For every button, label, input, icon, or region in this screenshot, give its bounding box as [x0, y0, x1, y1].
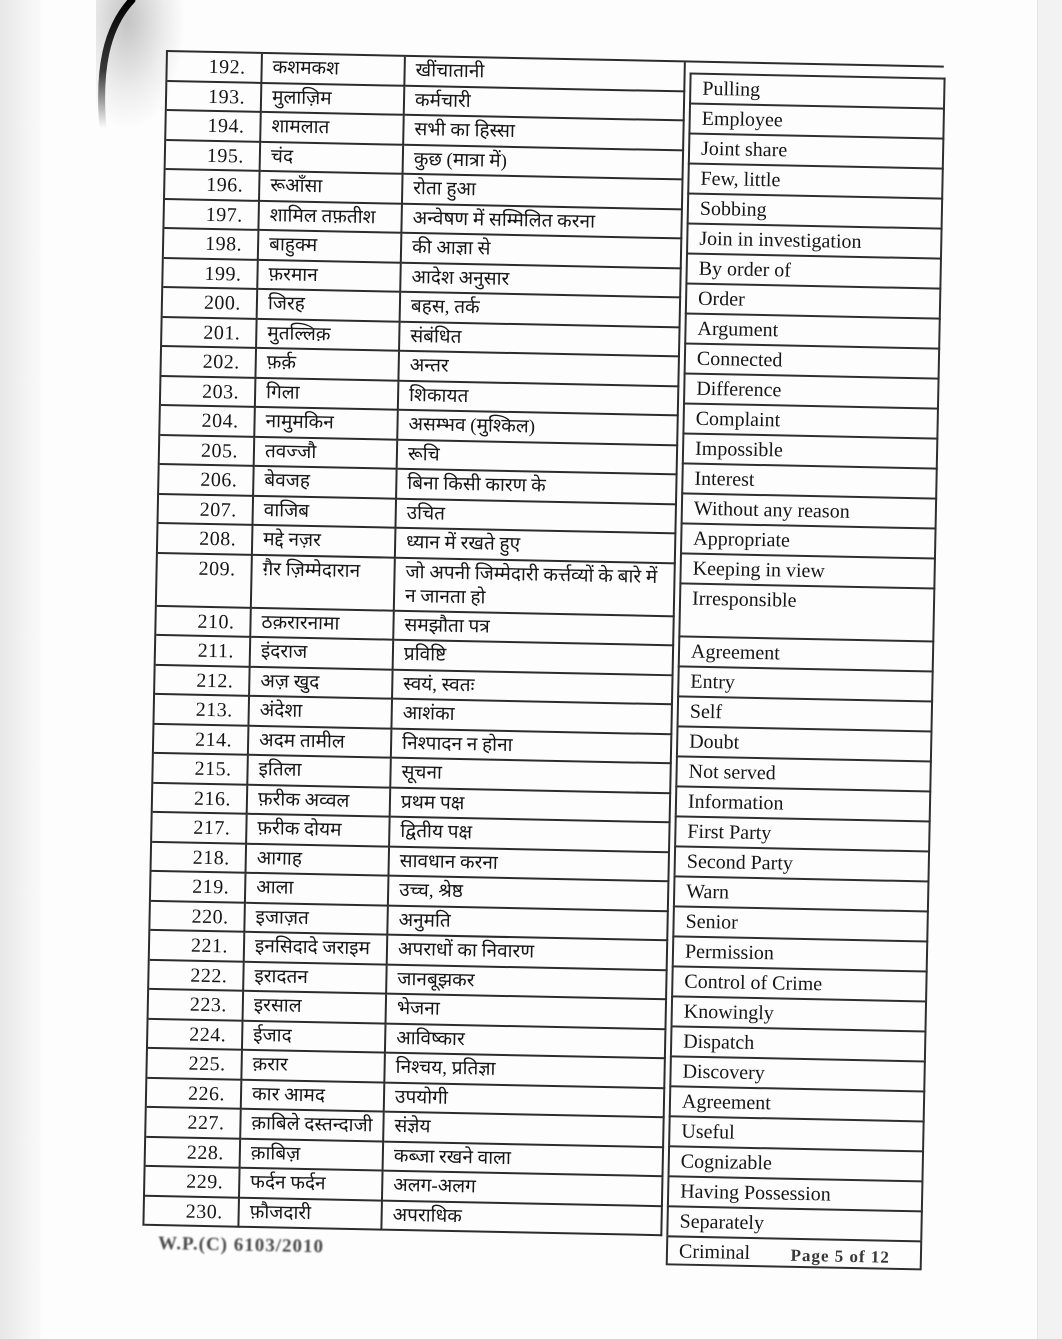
hindi-meaning-cell: खींचातानी — [405, 57, 686, 92]
urdu-word-cell: इजाज़त — [245, 903, 389, 935]
english-cell: Without any reason — [681, 492, 938, 527]
hindi-meaning-cell: द्वितीय पक्ष — [390, 818, 671, 853]
hindi-meaning-cell: संबंधित — [400, 322, 681, 357]
serial-cell: 224. — [148, 1019, 244, 1050]
serial-cell: 193. — [167, 82, 263, 113]
urdu-word-cell: शामिल तफ़तीश — [259, 201, 403, 233]
urdu-word-cell: शामलात — [261, 113, 405, 145]
english-cell: Interest — [681, 462, 938, 497]
hindi-meaning-cell: संज्ञेय — [384, 1113, 665, 1148]
serial-cell: 198. — [164, 229, 260, 260]
urdu-word-cell: अज़ खुद — [250, 667, 394, 699]
english-cell: Dispatch — [670, 1025, 927, 1060]
hindi-meaning-cell: समझौता पत्र — [394, 611, 675, 646]
serial-cell: 223. — [149, 990, 245, 1021]
english-cell: Appropriate — [680, 522, 937, 557]
serial-cell: 213. — [154, 695, 250, 726]
urdu-word-cell: ईजाद — [243, 1021, 387, 1053]
serial-cell: 211. — [156, 636, 252, 667]
urdu-word-cell: इंदराज — [251, 638, 395, 670]
english-cell: Connected — [684, 342, 941, 377]
scan-edge-left — [0, 0, 44, 1339]
footer-case-number: W.P.(C) 6103/2010 — [157, 1233, 325, 1258]
urdu-word-cell: बेवजह — [254, 467, 398, 499]
english-cell: Warn — [673, 875, 930, 910]
urdu-word-cell: गिला — [256, 378, 400, 410]
english-cell: Information — [675, 785, 932, 820]
urdu-word-cell: कशमकश — [262, 54, 406, 86]
urdu-word-cell: क़रार — [242, 1051, 386, 1083]
english-cell: Complaint — [682, 402, 939, 437]
english-cell: Knowingly — [671, 995, 928, 1030]
urdu-word-cell: ठक़रारनामा — [251, 608, 395, 640]
serial-cell: 200. — [163, 288, 259, 319]
urdu-word-cell: फ़ौजदारी — [239, 1198, 383, 1230]
english-cell: By order of — [685, 252, 942, 287]
urdu-word-cell: कार आमद — [242, 1080, 386, 1112]
serial-cell: 214. — [154, 724, 250, 755]
hindi-meaning-cell: निश्चय, प्रतिज्ञा — [385, 1054, 666, 1089]
serial-cell: 203. — [161, 376, 257, 407]
urdu-word-cell: इरसाल — [244, 992, 388, 1024]
urdu-word-cell: आला — [246, 874, 390, 906]
serial-cell: 217. — [152, 813, 248, 844]
serial-cell: 210. — [156, 606, 252, 637]
hindi-meaning-cell: रोता हुआ — [403, 175, 684, 210]
serial-cell: 208. — [158, 524, 254, 555]
english-cell: Argument — [684, 312, 941, 347]
urdu-word-cell: वाजिब — [253, 496, 397, 528]
english-cell: Order — [685, 282, 942, 317]
hindi-meaning-cell: कब्जा रखने वाला — [384, 1142, 665, 1177]
hindi-meaning-cell: अपराधों का निवारण — [388, 936, 669, 971]
serial-cell: 222. — [149, 960, 245, 991]
serial-cell: 195. — [166, 141, 262, 172]
hindi-meaning-cell: बिना किसी कारण के — [397, 470, 678, 505]
urdu-word-cell: आगाह — [246, 844, 390, 876]
hindi-meaning-cell: बहस, तर्क — [401, 293, 682, 328]
urdu-word-cell: इतिला — [248, 756, 392, 788]
english-cell: Difference — [683, 372, 940, 407]
english-cell: Having Possession — [667, 1175, 924, 1210]
hindi-meaning-cell: असम्भव (मुश्किल) — [398, 411, 679, 446]
hindi-meaning-cell: अन्तर — [399, 352, 680, 387]
serial-cell: 197. — [164, 200, 260, 231]
urdu-word-cell: अंदेशा — [249, 697, 393, 729]
urdu-word-cell: इरादतन — [244, 962, 388, 994]
hindi-meaning-cell: जानबूझकर — [387, 965, 668, 1000]
serial-cell: 230. — [144, 1196, 240, 1227]
hindi-meaning-cell: अनुमति — [388, 906, 669, 941]
urdu-word-cell: क़ाबिज़ — [241, 1139, 385, 1171]
english-cell: Few, little — [687, 162, 944, 197]
urdu-word-cell: नामुमकिन — [255, 408, 399, 440]
hindi-meaning-cell: उचित — [396, 499, 677, 534]
hindi-meaning-cell: रूचि — [398, 440, 679, 475]
serial-cell: 225. — [147, 1049, 243, 1080]
english-cell: Joint share — [688, 133, 945, 168]
english-cell: Control of Crime — [671, 965, 928, 1000]
english-cell: Useful — [668, 1115, 925, 1150]
english-cell: Doubt — [676, 725, 933, 760]
english-column — [666, 73, 946, 1271]
english-cell: Sobbing — [687, 192, 944, 227]
english-cell: First Party — [674, 815, 931, 850]
serial-cell: 206. — [159, 465, 255, 496]
urdu-word-cell: क़ाबिले दस्तन्दाजी — [241, 1110, 385, 1142]
serial-cell: 227. — [146, 1108, 242, 1139]
hindi-meaning-cell: कुछ (मात्रा में) — [404, 145, 685, 180]
serial-cell: 209. — [157, 553, 253, 608]
serial-cell: 228. — [146, 1137, 242, 1168]
urdu-word-cell: मद्दे नज़र — [253, 526, 397, 558]
english-cell: Discovery — [669, 1055, 926, 1090]
urdu-word-cell: ग़ैर ज़िम्मेदारान — [252, 555, 396, 611]
hindi-meaning-cell: जो अपनी जिम्मेदारी कर्त्तव्यों के बारे में न जानता हो — [395, 558, 676, 617]
urdu-word-cell: इनसिदादे जराइम — [245, 933, 389, 965]
hindi-meaning-cell: प्रथम पक्ष — [391, 788, 672, 823]
urdu-word-cell: फर्दन फर्दन — [240, 1169, 384, 1201]
scan-edge-right — [1037, 0, 1062, 1339]
serial-cell: 220. — [150, 901, 246, 932]
serial-cell: 216. — [153, 783, 249, 814]
hindi-meaning-cell: शिकायत — [399, 381, 680, 416]
serial-cell: 196. — [165, 170, 261, 201]
english-cell: Not served — [675, 755, 932, 790]
urdu-word-cell: रूआँसा — [260, 172, 404, 204]
footer-case-number-clip — [157, 1233, 325, 1258]
footer-page-number: Page 5 of 12 — [790, 1245, 891, 1267]
serial-cell: 212. — [155, 665, 251, 696]
hindi-meaning-cell: सावधान करना — [389, 847, 670, 882]
hindi-meaning-cell: अन्वेषण में सम्मिलित करना — [402, 204, 683, 239]
hindi-meaning-cell: स्वयं, स्वतः — [393, 670, 674, 705]
english-cell: Cognizable — [668, 1145, 925, 1180]
english-cell: Keeping in view — [679, 552, 936, 587]
hindi-meaning-cell: सभी का हिस्सा — [404, 116, 685, 151]
hindi-meaning-cell: की आज्ञा से — [402, 234, 683, 269]
english-cell: Separately — [666, 1205, 923, 1240]
english-cell: Second Party — [674, 845, 931, 880]
hindi-meaning-cell: भेजना — [386, 995, 667, 1030]
serial-cell: 221. — [150, 931, 246, 962]
hindi-meaning-cell: ध्यान में रखते हुए — [396, 529, 677, 564]
urdu-word-cell: चंद — [261, 142, 405, 174]
serial-cell: 192. — [167, 52, 263, 83]
urdu-word-cell: फ़रीक अव्वल — [248, 785, 392, 817]
english-cell: Pulling — [689, 73, 946, 108]
hindi-meaning-cell: कर्मचारी — [405, 86, 686, 121]
urdu-word-cell: फ़रमान — [258, 260, 402, 292]
english-cell: Employee — [688, 103, 945, 138]
hindi-meaning-cell: अलग-अलग — [383, 1172, 664, 1207]
english-cell: Entry — [677, 665, 934, 700]
hindi-meaning-cell: प्रविष्टि — [394, 641, 675, 676]
english-cell: Permission — [672, 935, 929, 970]
serial-cell: 205. — [160, 435, 256, 466]
serial-cell: 202. — [161, 347, 257, 378]
serial-cell: 219. — [151, 872, 247, 903]
english-cell: Criminal — [666, 1235, 923, 1270]
urdu-word-cell: फ़र्क़ — [256, 349, 400, 381]
urdu-word-cell: तवज्जौ — [255, 437, 399, 469]
serial-cell: 215. — [153, 754, 249, 785]
english-cell: Agreement — [669, 1085, 926, 1120]
urdu-word-cell: अदम तामील — [249, 726, 393, 758]
english-cell: Self — [677, 695, 934, 730]
serial-cell: 207. — [158, 494, 254, 525]
hindi-meaning-cell: आदेश अनुसार — [401, 263, 682, 298]
serial-cell: 199. — [163, 258, 259, 289]
urdu-word-cell: मुतल्लिक़ — [257, 319, 401, 351]
english-cell: Senior — [672, 905, 929, 940]
rotated-page-content — [142, 50, 966, 1267]
hindi-meaning-cell: उच्च, श्रेष्ठ — [389, 877, 670, 912]
serial-cell: 201. — [162, 317, 258, 348]
hindi-meaning-cell: सूचना — [391, 759, 672, 794]
hindi-meaning-cell: आविष्कार — [386, 1024, 667, 1059]
serial-cell: 204. — [160, 406, 256, 437]
english-cell: Irresponsible — [678, 582, 935, 640]
serial-cell: 194. — [166, 111, 262, 142]
english-cell: Join in investigation — [686, 222, 943, 257]
serial-cell: 229. — [145, 1167, 241, 1198]
serial-cell: 226. — [147, 1078, 243, 1109]
english-cell: Impossible — [682, 432, 939, 467]
english-cell: Agreement — [678, 635, 935, 670]
urdu-word-cell: जिरह — [258, 290, 402, 322]
hindi-meaning-cell: आशंका — [392, 700, 673, 735]
urdu-word-cell: बाहुक्म — [259, 231, 403, 263]
hindi-meaning-cell: उपयोगी — [385, 1083, 666, 1118]
hindi-meaning-cell: निश्पादन न होना — [392, 729, 673, 764]
urdu-word-cell: मुलाज़िम — [262, 83, 406, 115]
serial-cell: 218. — [152, 842, 248, 873]
hindi-meaning-cell: अपराधिक — [382, 1201, 663, 1236]
urdu-word-cell: फ़रीक दोयम — [247, 815, 391, 847]
